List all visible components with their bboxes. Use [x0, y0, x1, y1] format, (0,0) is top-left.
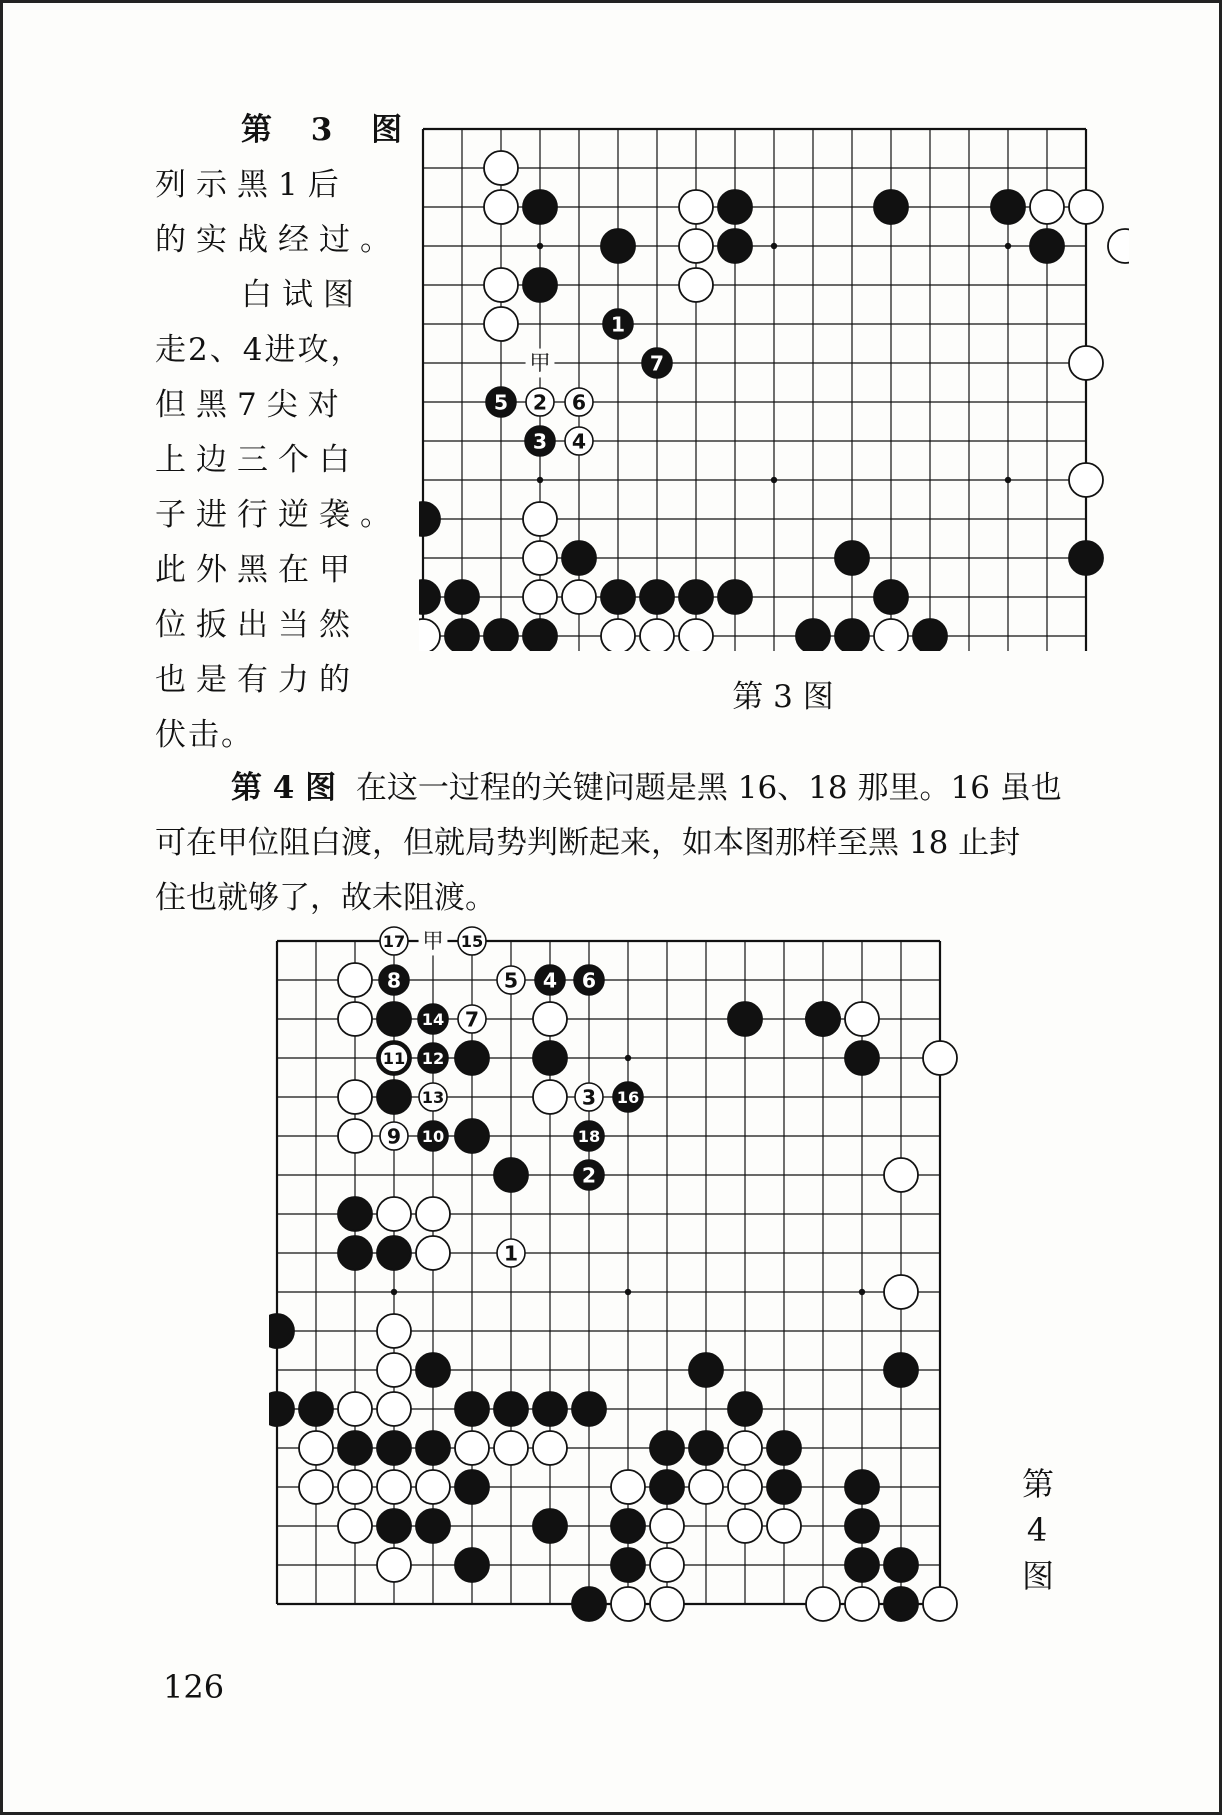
move-number: 5: [493, 390, 509, 415]
text-line: 上边三个白: [155, 442, 360, 478]
star-point: [771, 477, 777, 483]
move-number: 6: [571, 390, 587, 415]
black-stone: [377, 1080, 411, 1114]
black-stone: [455, 1392, 489, 1426]
black-stone: [299, 1392, 333, 1426]
white-stone: [679, 619, 713, 651]
white-stone: [1069, 190, 1103, 224]
white-stone: [533, 1431, 567, 1465]
white-stone: [562, 580, 596, 614]
black-stone: [484, 619, 518, 651]
black-stone: [523, 268, 557, 302]
black-stone: [845, 1041, 879, 1075]
text-line: 子进行逆袭。: [155, 497, 401, 533]
white-stone: [767, 1509, 801, 1543]
black-stone: [718, 190, 752, 224]
move-number: 6: [581, 968, 597, 993]
white-stone: [338, 1392, 372, 1426]
star-point: [1005, 243, 1011, 249]
black-stone: [419, 580, 440, 614]
white-stone: [416, 1197, 450, 1231]
black-stone: [767, 1470, 801, 1504]
move-number: 8: [386, 968, 402, 993]
move-number: 2: [532, 390, 548, 415]
black-stone: [601, 580, 635, 614]
star-point: [625, 1289, 631, 1295]
caption-char: 第4图: [1022, 1465, 1055, 1595]
black-stone: [494, 1158, 528, 1192]
black-stone: [718, 580, 752, 614]
figure4-lead: 第 4 图: [231, 770, 337, 806]
black-stone: [796, 619, 830, 651]
black-stone: [835, 619, 869, 651]
black-stone: [728, 1002, 762, 1036]
black-stone: [445, 619, 479, 651]
black-stone: [718, 229, 752, 263]
black-stone: [845, 1470, 879, 1504]
black-stone: [1069, 541, 1103, 575]
figure4-grid: [277, 941, 940, 1604]
star-point: [771, 243, 777, 249]
black-stone: [650, 1470, 684, 1504]
text-line: 走2、4进攻，: [155, 332, 364, 368]
white-stone: [484, 151, 518, 185]
white-stone: [845, 1587, 879, 1621]
white-stone: [377, 1314, 411, 1348]
star-point: [537, 477, 543, 483]
white-stone: [689, 1470, 723, 1504]
black-stone: [377, 1509, 411, 1543]
white-stone: [728, 1509, 762, 1543]
white-stone: [884, 1158, 918, 1192]
black-stone: [835, 541, 869, 575]
black-stone: [572, 1587, 606, 1621]
black-stone: [640, 580, 674, 614]
black-stone: [874, 190, 908, 224]
black-stone: [533, 1509, 567, 1543]
black-stone: [533, 1041, 567, 1075]
white-stone: [679, 268, 713, 302]
black-stone: [494, 1392, 528, 1426]
figure3-caption: 第 3 图: [732, 679, 834, 715]
black-stone: [806, 1002, 840, 1036]
white-stone: [728, 1431, 762, 1465]
move-number: 7: [464, 1007, 480, 1032]
white-stone: [923, 1041, 957, 1075]
star-point: [537, 243, 543, 249]
white-stone: [377, 1392, 411, 1426]
figure4-caption: [1007, 1461, 1067, 1599]
black-stone: [269, 1314, 294, 1348]
white-stone: [1108, 229, 1129, 263]
white-stone: [416, 1470, 450, 1504]
move-number: 4: [571, 429, 587, 454]
white-stone: [377, 1470, 411, 1504]
text-line: 白试图: [241, 277, 364, 313]
white-stone: [679, 190, 713, 224]
move-number: 1: [610, 312, 626, 337]
white-stone: [338, 1509, 372, 1543]
text-line: 位扳出当然: [155, 607, 360, 643]
move-number: 11: [382, 1048, 406, 1068]
black-stone: [377, 1431, 411, 1465]
move-number: 10: [421, 1126, 445, 1146]
black-stone: [689, 1353, 723, 1387]
figure3-title: 第 3 图: [241, 112, 417, 148]
position-marker: 甲: [529, 351, 551, 377]
figure3-description: [155, 103, 417, 763]
white-stone: [640, 619, 674, 651]
white-stone: [494, 1431, 528, 1465]
white-stone: [679, 229, 713, 263]
white-stone: [484, 268, 518, 302]
white-stone: [377, 1197, 411, 1231]
black-stone: [884, 1548, 918, 1582]
star-point: [1005, 477, 1011, 483]
black-stone: [338, 1197, 372, 1231]
white-stone: [377, 1548, 411, 1582]
white-stone: [874, 619, 908, 651]
move-number: 5: [503, 968, 519, 993]
text-span: 在这一过程的关键问题是黑 16、18 那里。16 虽也: [355, 770, 1062, 806]
move-number: 7: [649, 351, 665, 376]
black-stone: [572, 1392, 606, 1426]
move-number: 1: [503, 1241, 519, 1266]
white-stone: [299, 1470, 333, 1504]
move-number: 18: [577, 1126, 601, 1146]
black-stone: [455, 1548, 489, 1582]
black-stone: [601, 229, 635, 263]
text-line: [155, 761, 1165, 816]
black-stone: [689, 1431, 723, 1465]
white-stone: [523, 502, 557, 536]
white-stone: [611, 1587, 645, 1621]
move-number: 4: [542, 968, 558, 993]
text-line: 也是有力的: [155, 662, 360, 698]
black-stone: [416, 1509, 450, 1543]
white-stone: [338, 1470, 372, 1504]
white-stone: [523, 580, 557, 614]
black-stone: [991, 190, 1025, 224]
white-stone: [484, 307, 518, 341]
black-stone: [338, 1431, 372, 1465]
move-number: 12: [421, 1048, 445, 1068]
white-stone: [484, 190, 518, 224]
white-stone: [377, 1353, 411, 1387]
text-line: 伏击。: [155, 717, 254, 753]
white-stone: [650, 1509, 684, 1543]
black-stone: [445, 580, 479, 614]
white-stone: [650, 1587, 684, 1621]
white-stone: [650, 1548, 684, 1582]
white-stone: [611, 1470, 645, 1504]
black-stone: [1030, 229, 1064, 263]
text-line: 列示黑1后: [155, 167, 349, 203]
black-stone: [562, 541, 596, 575]
white-stone: [1069, 463, 1103, 497]
text-line: 此外黑在甲: [155, 552, 360, 588]
move-number: 16: [616, 1087, 640, 1107]
black-stone: [377, 1236, 411, 1270]
white-stone: [455, 1431, 489, 1465]
white-stone: [1030, 190, 1064, 224]
star-point: [859, 1289, 865, 1295]
white-stone: [884, 1275, 918, 1309]
figure3-go-board: [419, 121, 1129, 651]
move-number: 14: [421, 1009, 445, 1029]
black-stone: [377, 1002, 411, 1036]
black-stone: [523, 190, 557, 224]
white-stone: [923, 1587, 957, 1621]
black-stone: [533, 1392, 567, 1426]
black-stone: [523, 619, 557, 651]
black-stone: [874, 580, 908, 614]
figure4-go-board: [269, 921, 989, 1641]
black-stone: [884, 1353, 918, 1387]
white-stone: [419, 619, 440, 651]
white-stone: [806, 1587, 840, 1621]
white-stone: [533, 1080, 567, 1114]
black-stone: [455, 1119, 489, 1153]
text-line: 住也就够了，故未阻渡。: [155, 880, 496, 916]
text-line: 但黑7尖对: [155, 387, 349, 423]
black-stone: [913, 619, 947, 651]
white-stone: [338, 1080, 372, 1114]
black-stone: [455, 1041, 489, 1075]
white-stone: [523, 541, 557, 575]
white-stone: [728, 1470, 762, 1504]
move-number: 3: [532, 429, 548, 454]
black-stone: [611, 1509, 645, 1543]
move-number: 13: [421, 1087, 445, 1107]
black-stone: [611, 1548, 645, 1582]
black-stone: [419, 502, 440, 536]
white-stone: [416, 1236, 450, 1270]
white-stone: [601, 619, 635, 651]
black-stone: [455, 1470, 489, 1504]
page-number: 126: [163, 1668, 225, 1706]
move-number: 3: [581, 1085, 597, 1110]
black-stone: [845, 1548, 879, 1582]
white-stone: [845, 1002, 879, 1036]
black-stone: [338, 1236, 372, 1270]
black-stone: [728, 1392, 762, 1426]
white-stone: [338, 963, 372, 997]
black-stone: [845, 1509, 879, 1543]
white-stone: [338, 1119, 372, 1153]
black-stone: [269, 1392, 294, 1426]
star-point: [625, 1055, 631, 1061]
white-stone: [533, 1002, 567, 1036]
move-number: 15: [460, 931, 484, 951]
move-number: 9: [386, 1124, 402, 1149]
black-stone: [884, 1587, 918, 1621]
black-stone: [767, 1431, 801, 1465]
white-stone: [338, 1002, 372, 1036]
black-stone: [679, 580, 713, 614]
black-stone: [416, 1431, 450, 1465]
position-marker: 甲: [422, 929, 444, 955]
star-point: [391, 1289, 397, 1295]
black-stone: [650, 1431, 684, 1465]
text-line: 可在甲位阻白渡，但就局势判断起来，如本图那样至黑 18 止封: [155, 825, 1021, 861]
text-line: 的实战经过。: [155, 222, 401, 258]
figure4-paragraph: [155, 761, 1165, 926]
black-stone: [416, 1353, 450, 1387]
white-stone: [1069, 346, 1103, 380]
move-number: 17: [382, 931, 406, 951]
white-stone: [299, 1431, 333, 1465]
move-number: 2: [581, 1163, 597, 1188]
